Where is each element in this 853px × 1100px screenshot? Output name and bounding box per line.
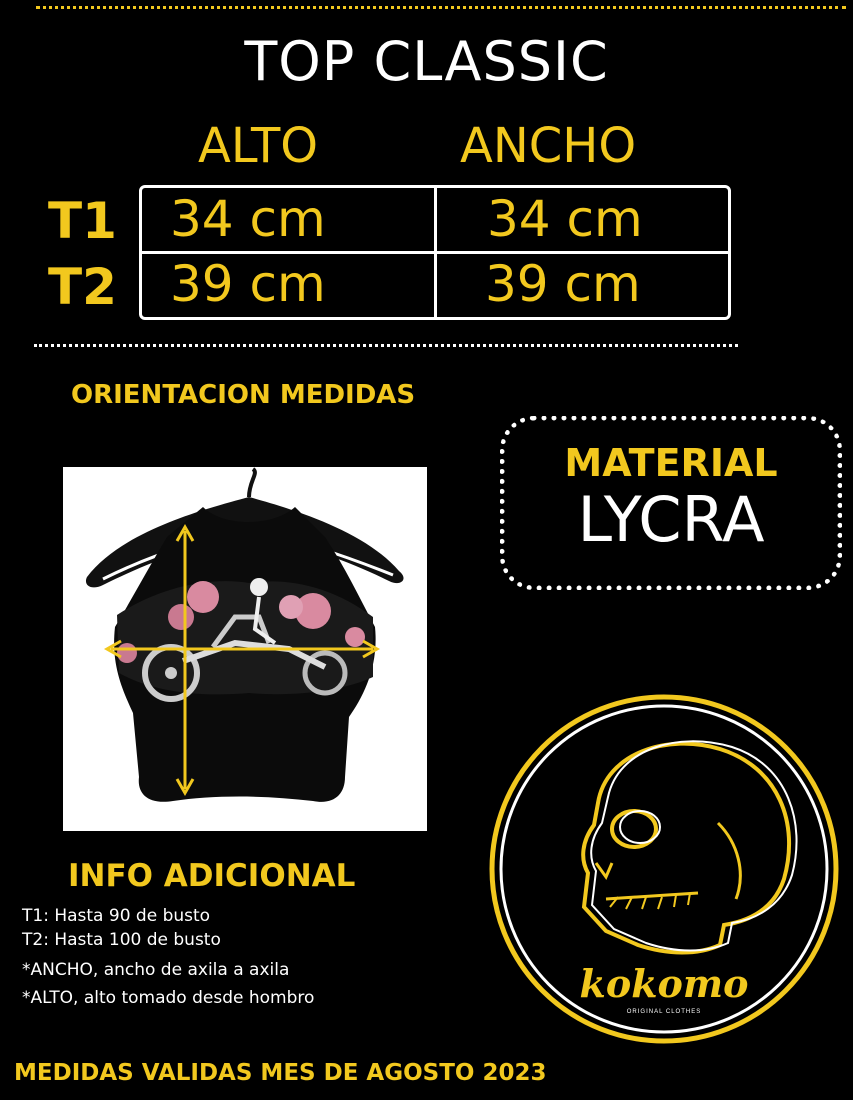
brand-logo bbox=[488, 693, 840, 1045]
orientation-heading: ORIENTACION MEDIDAS bbox=[71, 380, 416, 410]
info-line-t1: T1: Hasta 90 de busto bbox=[22, 906, 211, 926]
material-value: LYCRA bbox=[577, 483, 765, 556]
t2-alto-cell: 39 cm bbox=[170, 255, 326, 313]
brand-tagline: ORIGINAL CLOTHES bbox=[626, 1009, 702, 1015]
product-photo bbox=[63, 467, 427, 831]
t1-ancho-cell: 34 cm bbox=[487, 190, 643, 248]
brand-name: kokomo bbox=[579, 961, 749, 1006]
t1-alto-cell: 34 cm bbox=[170, 190, 326, 248]
t2-ancho-cell: 39 cm bbox=[485, 255, 641, 313]
row-label-t1: T1 bbox=[48, 192, 117, 250]
material-box bbox=[500, 416, 842, 590]
top-dotted-divider bbox=[36, 6, 846, 9]
page-title: TOP CLASSIC bbox=[244, 30, 609, 93]
column-header-ancho: ANCHO bbox=[460, 118, 637, 174]
column-header-alto: ALTO bbox=[198, 118, 319, 174]
info-heading: INFO ADICIONAL bbox=[68, 858, 356, 894]
middle-dotted-divider bbox=[34, 344, 738, 347]
info-line-t2: T2: Hasta 100 de busto bbox=[22, 930, 221, 950]
material-label: MATERIAL bbox=[564, 441, 778, 485]
crop-top-illustration bbox=[63, 467, 427, 831]
table-column-divider bbox=[434, 188, 437, 317]
info-line-ancho: *ANCHO, ancho de axila a axila bbox=[22, 960, 290, 980]
info-line-alto: *ALTO, alto tomado desde hombro bbox=[22, 988, 315, 1008]
footer-note: MEDIDAS VALIDAS MES DE AGOSTO 2023 bbox=[14, 1060, 547, 1086]
size-table bbox=[139, 185, 731, 320]
row-label-t2: T2 bbox=[48, 258, 117, 316]
